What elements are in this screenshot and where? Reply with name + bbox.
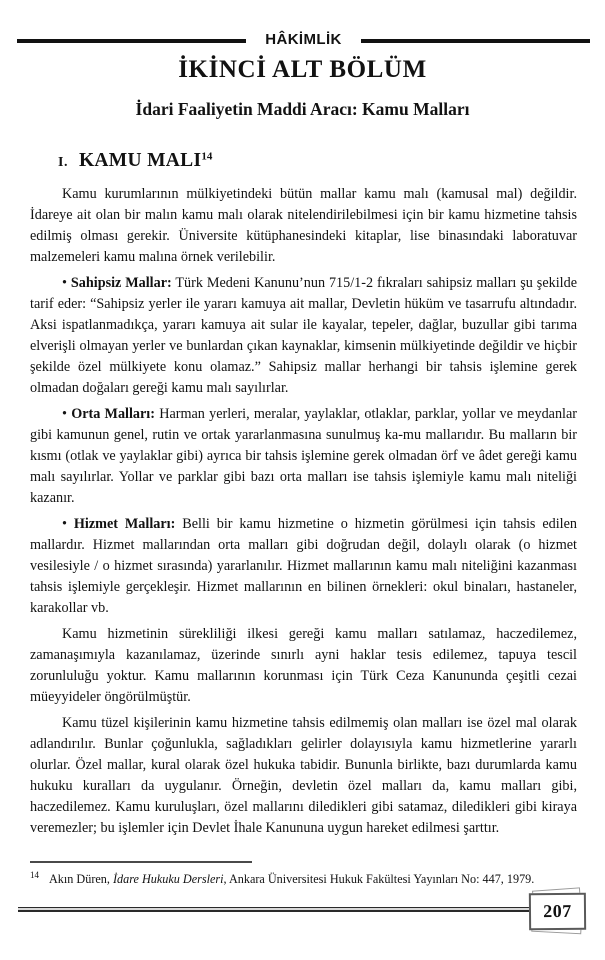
paragraph-intro: Kamu kurumlarının mülkiyetindeki bütün mallar kamu malı (kamusal mal) değildir. İdareye ait olan bir malın kamu malı olarak nitelendirilebilmesi için bir kamu hizmetine tahsis edilmiş olması gerekir. Üniversite kütüphanesindeki kitaplar, lise binasındaki laboratuvar malzemeleri kamu malına örnek verilebilir. <box>30 186 577 265</box>
bullet-icon: • <box>62 275 67 291</box>
header-rule-left <box>17 39 246 43</box>
section-numeral: I. <box>58 155 68 170</box>
footnote-separator <box>30 861 252 863</box>
footnote-text <box>30 868 577 887</box>
bullet-lead: Orta Malları: <box>71 406 155 422</box>
page-number-badge <box>529 891 586 932</box>
bullet-lead: Sahipsiz Mallar: <box>70 275 172 291</box>
header-title: HÂKİMLİK <box>265 31 342 48</box>
section-heading <box>58 150 212 172</box>
page-number: 207 <box>529 893 586 930</box>
bullet-icon: • <box>62 516 67 532</box>
bullet-text: Türk Medeni Kanunu’nun 715/1-2 fıkraları sahipsiz malları şu şekilde tarif eder: “Sahipsiz yerler ile yararı kamuya ait mallar, Devletin hüküm ve tasarrufu altındadır. Aksi ispatlanmadıkça, yararı kamuya ait sular ile kayalar, tepeler, dağlar, buzullar gibi tarıma elverişli olmayan yerler ve bunlardan çıkan kaynaklar, kimsenin mülkiyetinde değildir ve hiçbir şekilde özel mülkiyete konu olamaz.” Sahipsiz mallar herhangi bir tahsis işlemine gerek olmadan doğaları gereği kamu malı sayılırlar. <box>30 275 577 396</box>
footnote-block <box>30 861 577 887</box>
footnote-number: 14 <box>30 870 39 880</box>
chapter-title: İKİNCİ ALT BÖLÜM <box>178 56 427 83</box>
bullet-text: Harman yerleri, meralar, yaylaklar, otlaklar, parklar, yollar ve meydanlar gibi kamunun genel, rutin ve ortak yararlanmasına sunulmuş ka-mu mallarıdır. Bu malların bir kısmı (otlak ve yaylaklar gibi) ayrıca bir tahsis işlemine gerek olmadan örf ve âdet gereği kamu malı sayılırlar. Yollar ve parklar gibi bazı orta malları ise tahsis işlemiyle kamu malı niteliği kazanır. <box>30 406 578 506</box>
bullet-lead: Hizmet Malları: <box>73 516 176 532</box>
page-header <box>17 32 590 49</box>
paragraph-hizmet-mallari <box>30 514 577 619</box>
paragraph-continuity: Kamu hizmetinin sürekliliği ilkesi gereği kamu malları satılamaz, haczedilemez, zamanaşımıyla kazanılamaz, üzerinde sınırlı ayni haklar tesis edilemez, tapuya tescil zorunluluğu yoktur. Kamu mallarının korunması için Türk Ceza Kanununda çeşitli cezai müeyyideler öngörülmüştür. <box>30 626 577 705</box>
footnote-reference-marker: 14 <box>201 150 213 163</box>
paragraph-private-goods: Kamu tüzel kişilerinin kamu hizmetine tahsis edilmemiş olan malları ise özel mal olarak adlandırılır. Bunlar çoğunlukla, sağladıkları gelirler dolayısıyla kamu hizmetlerine yararlı olurlar. Özel mallar, kural olarak özel hukuka tabidir. Bununla birlikte, bazı durumlarda kamu hukuku kuralları da uygulanır. Örneğin, devletin özel malları da, kamu malları gibi, haczedilemez. Kamu kuruluşları, özel mallarını diledikleri gibi satamaz, diledikleri gibi kiraya veremezler; bu işlemler için Devlet İhale Kanununa uygun hareket edilmesi şarttır. <box>30 715 577 836</box>
section-title: KAMU MALI <box>78 150 202 171</box>
footer-rule <box>18 907 538 912</box>
paragraph-orta-mallari <box>30 404 577 509</box>
chapter-subtitle: İdari Faaliyetin Maddi Aracı: Kamu Malları <box>135 99 470 119</box>
footnote-publication: , Ankara Üniversitesi Hukuk Fakültesi Yayınları No: 447, 1979. <box>223 872 535 887</box>
body-text <box>30 184 577 844</box>
footnote-work-title: İdare Hukuku Dersleri <box>112 872 224 887</box>
header-rule-right <box>361 39 590 43</box>
bullet-text: Belli bir kamu hizmetine o hizmetin görülmesi için tahsis edilen mallardır. Hizmet mallarından orta malları gibi doğrudan değil, dolaylı olarak (o hizmet vesilesiyle / o hizmet sırasında) yararlanılır. Hizmet mallarının kamu malı niteliğini kazanması tahsis işlemiyle gerçekleşir. Hizmet mallarının en bilinen örnekleri: okul binaları, hastaneler, karakollar vb. <box>30 516 578 616</box>
footnote-author: Akın Düren, <box>49 872 113 887</box>
bullet-icon: • <box>62 406 67 422</box>
paragraph-sahipsiz-mallar <box>30 273 577 399</box>
